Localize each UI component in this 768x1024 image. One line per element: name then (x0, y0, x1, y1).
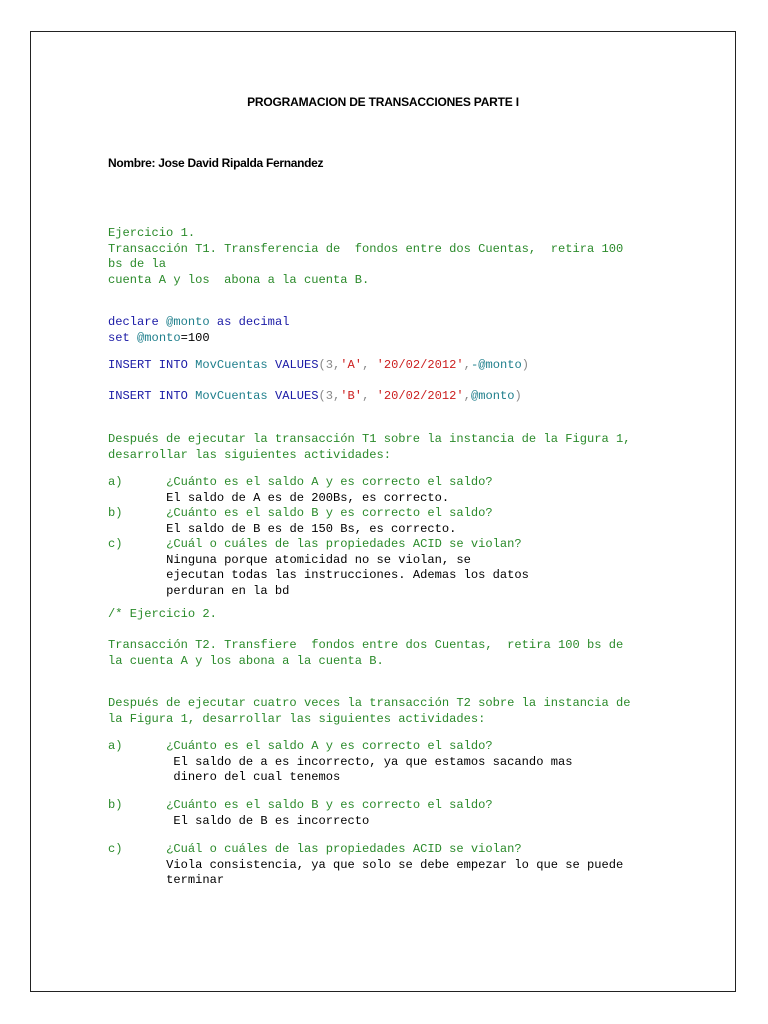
answer-line: dinero del cual tenemos (166, 770, 341, 784)
ejercicio2-desc: Transacción T2. Transfiere fondos entre dos Cuentas, retira 100 bs de la cuenta A y los abona a la cuenta B. (108, 638, 624, 668)
sql-insert-line-2: INSERT INTO MovCuentas VALUES(3,'B', '20/02/2012',@monto) (108, 389, 522, 403)
sql-insert-line-1: INSERT INTO MovCuentas VALUES(3,'A', '20/02/2012',-@monto) (108, 358, 530, 372)
sql-declare-line: declare @monto as decimal (108, 315, 290, 329)
answer-line: El saldo de A es de 200Bs, es correcto. (166, 490, 450, 505)
question-line: c) ¿Cuál o cuáles de las propiedades ACID se violan? (108, 537, 522, 551)
ejercicio1-heading: Ejercicio 1. (108, 226, 196, 240)
sql-set-line: set @monto=100 (108, 330, 210, 345)
ejercicio2-qa-b (108, 798, 493, 829)
question-line: b) ¿Cuánto es el saldo B y es correcto el saldo? (108, 506, 493, 520)
ejercicio1-desc-line: Transacción T1. Transferencia de fondos entre dos Cuentas, retira 100 (108, 241, 624, 256)
ejercicio2-qa-c (108, 842, 623, 889)
question-line: b) ¿Cuánto es el saldo B y es correcto el saldo? (108, 798, 493, 812)
answer-line: El saldo de a es incorrecto, ya que estamos sacando mas (166, 754, 573, 769)
ejercicio2-qa-a (108, 739, 572, 786)
answer-line: ejecutan todas las instrucciones. Ademas los datos (166, 568, 529, 582)
answer-line: El saldo de B es de 150 Bs, es correcto. (166, 521, 457, 536)
page-title: PROGRAMACION DE TRANSACCIONES PARTE I (247, 95, 519, 109)
sql-declare-block (108, 315, 289, 346)
question-line: a) ¿Cuánto es el saldo A y es correcto el saldo? (108, 475, 493, 489)
answer-line: El saldo de B es incorrecto (166, 813, 370, 828)
answer-line: Ninguna porque atomicidad no se violan, se (166, 552, 471, 567)
ejercicio2-heading: /* Ejercicio 2. (108, 607, 217, 621)
ejercicio1-desc-line: cuenta A y los abona a la cuenta B. (108, 272, 370, 287)
answer-line: terminar (166, 873, 225, 887)
answer-line: perduran en la bd (166, 583, 290, 598)
ejercicio1-intro: Después de ejecutar la transacción T1 sobre la instancia de la Figura 1, desarrollar las siguientes actividades: (108, 432, 631, 462)
question-line: a) ¿Cuánto es el saldo A y es correcto el saldo? (108, 739, 493, 753)
ejercicio1-desc-line: bs de la (108, 257, 167, 271)
answer-line: Viola consistencia, ya que solo se debe empezar lo que se puede (166, 857, 624, 872)
ejercicio1-block (108, 226, 623, 288)
document-page (30, 31, 736, 992)
question-line: c) ¿Cuál o cuáles de las propiedades ACID se violan? (108, 842, 522, 856)
ejercicio2-intro: Después de ejecutar cuatro veces la transacción T2 sobre la instancia de la Figura 1, desarrollar las siguientes actividades: (108, 696, 631, 726)
author-name: Nombre: Jose David Ripalda Fernandez (108, 156, 324, 170)
ejercicio1-qa-list (108, 475, 529, 599)
